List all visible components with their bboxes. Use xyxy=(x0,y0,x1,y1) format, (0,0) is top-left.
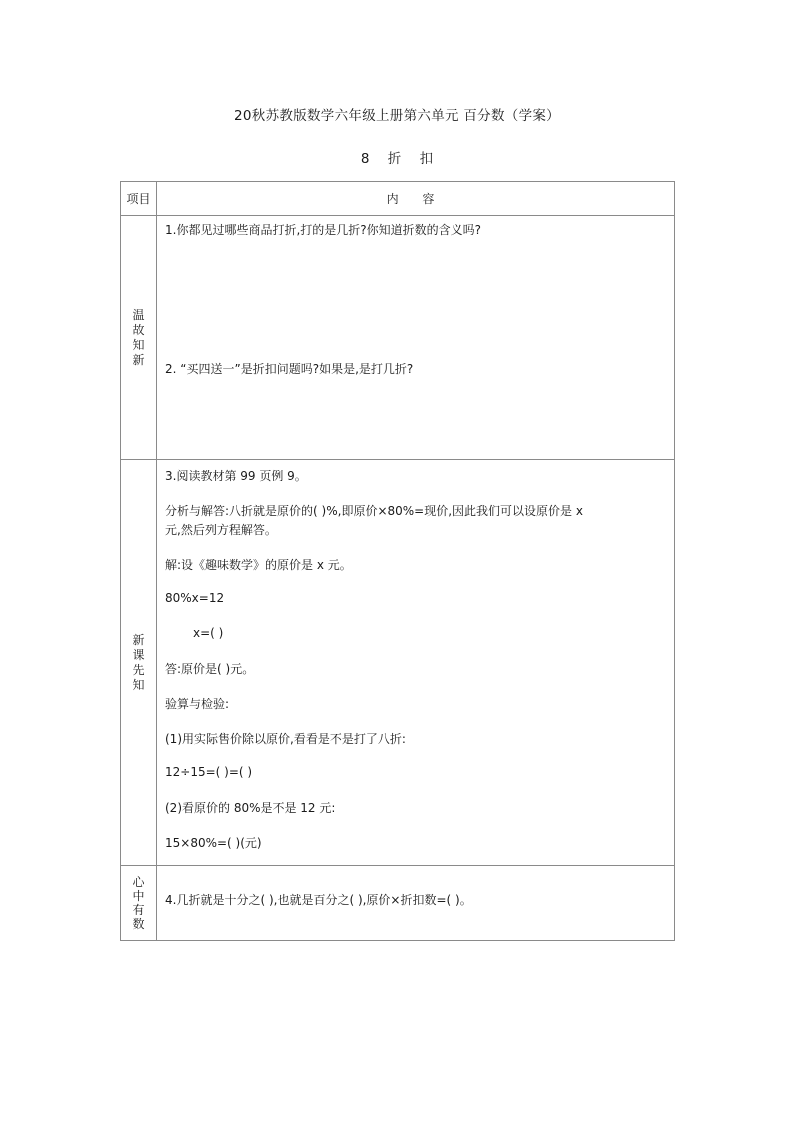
answer-line: 答:原价是( )元。 xyxy=(165,662,255,676)
question-4: 4.几折就是十分之( ),也就是百分之( ),原价×折扣数=( )。 xyxy=(165,893,472,907)
label-char: 知 xyxy=(132,337,145,352)
equation-answer: x=( ) xyxy=(193,626,224,640)
section-summary xyxy=(121,866,675,941)
label-char: 数 xyxy=(132,917,145,931)
label-char: 故 xyxy=(132,322,145,337)
section-content-preview xyxy=(157,460,675,866)
question-1: 1.你都见过哪些商品打折,打的是几折?你知道折数的含义吗? xyxy=(165,223,482,237)
analysis-line-2: 元,然后列方程解答。 xyxy=(165,523,277,537)
section-label-preview xyxy=(121,460,157,866)
section-content-review xyxy=(157,216,675,460)
label-char: 新 xyxy=(132,352,145,367)
label-char: 中 xyxy=(132,889,145,903)
section-preview xyxy=(121,460,675,866)
label-char: 有 xyxy=(132,903,145,917)
check-heading: 验算与检验: xyxy=(165,697,230,711)
section-review xyxy=(121,216,675,460)
label-char: 心 xyxy=(132,875,145,889)
section-content-summary xyxy=(157,866,675,941)
section-label-summary xyxy=(121,866,157,941)
label-char: 先 xyxy=(132,662,145,677)
question-2: 2. “买四送一”是折扣问题吗?如果是,是打几折? xyxy=(165,362,414,376)
table-header-row xyxy=(121,182,675,216)
document-title: 20秋苏教版数学六年级上册第六单元 百分数（学案） xyxy=(234,108,560,124)
section-label-review xyxy=(121,216,157,460)
header-content: 内 容 xyxy=(157,182,675,216)
solution-setup: 解:设《趣味数学》的原价是 x 元。 xyxy=(165,558,352,572)
check-2-text: (2)看原价的 80%是不是 12 元: xyxy=(165,801,336,815)
lesson-subtitle: 8 折 扣 xyxy=(360,151,434,167)
check-1-text: (1)用实际售价除以原价,看看是不是打了八折: xyxy=(165,732,406,746)
equation-line: 80%x=12 xyxy=(165,591,225,605)
analysis-line-1: 分析与解答:八折就是原价的( )%,即原价×80%=现价,因此我们可以设原价是 x xyxy=(165,504,583,518)
label-char: 课 xyxy=(132,647,145,662)
check-2-formula: 15×80%=( )(元) xyxy=(165,836,262,850)
header-project: 项目 xyxy=(121,182,157,216)
label-char: 新 xyxy=(132,632,145,647)
question-3: 3.阅读教材第 99 页例 9。 xyxy=(165,469,307,483)
check-1-formula: 12÷15=( )=( ) xyxy=(165,765,253,779)
label-char: 知 xyxy=(132,677,145,692)
label-char: 温 xyxy=(132,307,145,322)
lesson-table xyxy=(120,181,675,941)
